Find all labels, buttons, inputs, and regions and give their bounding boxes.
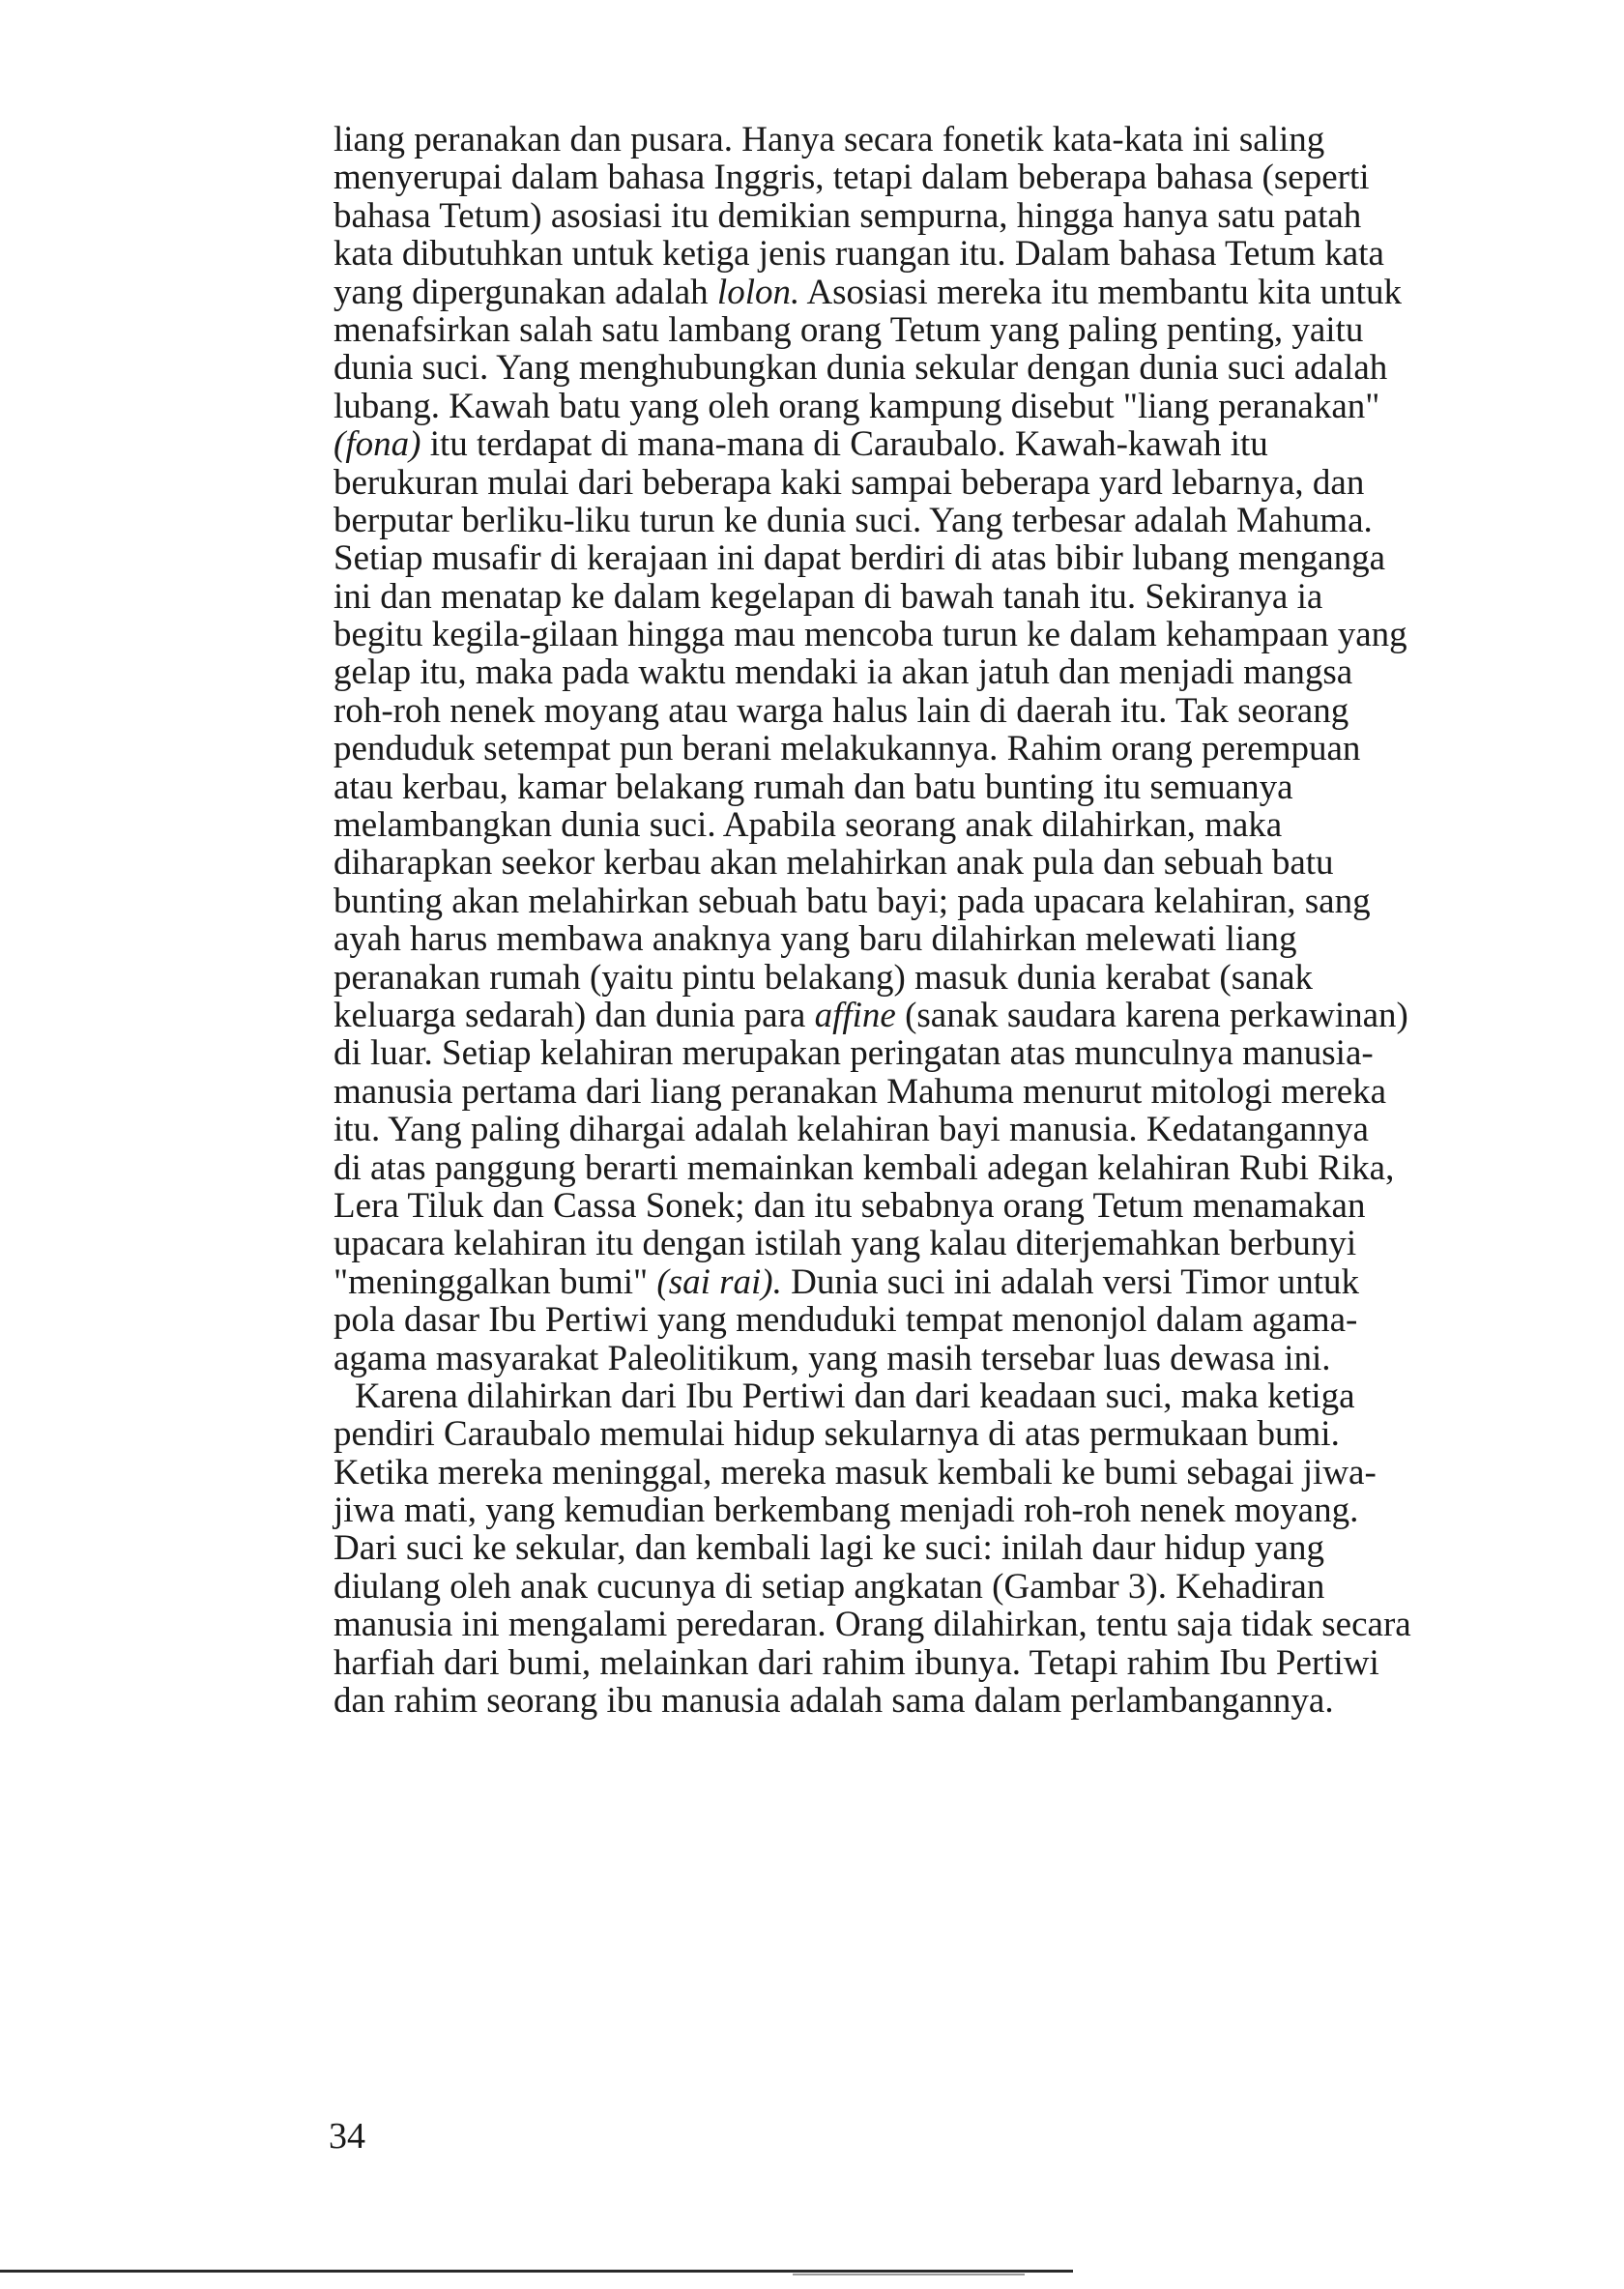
italic-term: lolon.	[716, 272, 800, 312]
text-run: keluarga sedarah) dan dunia para	[334, 995, 815, 1035]
text-line	[334, 425, 1610, 463]
text-run: berukuran mulai dari beberapa kaki sampai beberapa yard lebarnya, dan	[334, 462, 1365, 503]
text-run: upacara kelahiran itu dengan istilah yang kalau diterjemahkan berbunyi	[334, 1224, 1357, 1264]
text-run: Dari suci ke sekular, dan kembali lagi ke suci: inilah daur hidup yang	[334, 1528, 1324, 1569]
text-run: yang dipergunakan adalah	[334, 272, 717, 312]
text-run: roh-roh nenek moyang atau warga halus lain di daerah itu. Tak seorang	[334, 690, 1349, 731]
text-run: berputar berliku-liku turun ke dunia suci. Yang terbesar adalah Mahuma.	[334, 500, 1373, 540]
text-line	[334, 653, 1610, 691]
text-run: (sanak saudara karena perkawinan)	[895, 995, 1408, 1035]
text-run: peranakan rumah (yaitu pintu belakang) masuk dunia kerabat (sanak	[334, 957, 1314, 998]
text-run: di atas panggung berarti memainkan kembali adegan kelahiran Rubi Rika,	[334, 1147, 1395, 1188]
text-run: Ketika mereka meninggal, mereka masuk kembali ke bumi sebagai jiwa-	[334, 1452, 1377, 1492]
text-line	[334, 1606, 1610, 1643]
text-line	[334, 349, 1610, 387]
text-line	[334, 1149, 1610, 1187]
text-run: itu. Yang paling dihargai adalah kelahiran bayi manusia. Kedatangannya	[334, 1110, 1369, 1150]
italic-term: affine	[814, 995, 896, 1035]
text-line	[334, 692, 1610, 730]
bottom-rule	[0, 2270, 1073, 2273]
text-run: pendiri Caraubalo memulai hidup sekularnya di atas permukaan bumi.	[334, 1414, 1340, 1455]
text-run: menafsirkan salah satu lambang orang Tetum yang paling penting, yaitu	[334, 309, 1364, 350]
text-line	[334, 844, 1610, 882]
text-run: Asosiasi mereka itu membantu kita untuk	[799, 272, 1402, 312]
text-run: manusia pertama dari liang peranakan Mahuma menurut mitologi mereka	[334, 1071, 1387, 1112]
text-line	[334, 883, 1610, 920]
text-line	[334, 1529, 1610, 1567]
text-run: agama masyarakat Paleolitikum, yang masih tersebar luas dewasa ini.	[334, 1338, 1331, 1378]
text-line	[334, 311, 1610, 349]
text-run: bunting akan melahirkan sebuah batu bayi; pada upacara kelahiran, sang	[334, 881, 1371, 921]
text-run: dunia suci. Yang menghubungkan dunia sekular dengan dunia suci adalah	[334, 348, 1388, 389]
text-line	[334, 578, 1610, 616]
text-run: itu terdapat di mana-mana di Caraubalo. Kawah-kawah itu	[420, 424, 1268, 465]
text-line	[334, 1263, 1610, 1301]
text-run: begitu kegila-gilaan hingga mau mencoba turun ke dalam kehampaan yang	[334, 615, 1407, 655]
text-line	[334, 768, 1610, 806]
text-run: bahasa Tetum) asosiasi itu demikian sempurna, hingga hanya satu patah	[334, 195, 1362, 236]
text-line	[334, 1377, 1610, 1415]
text-line	[334, 1111, 1610, 1148]
body-text	[334, 121, 1610, 1720]
text-run: melambangkan dunia suci. Apabila seorang anak dilahirkan, maka	[334, 805, 1283, 846]
text-line	[334, 959, 1610, 997]
text-run: di luar. Setiap kelahiran merupakan peringatan atas munculnya manusia-	[334, 1033, 1374, 1074]
text-line	[334, 197, 1610, 235]
text-line	[334, 539, 1610, 577]
text-line	[334, 997, 1610, 1034]
text-run: menyerupai dalam bahasa Inggris, tetapi dalam beberapa bahasa (seperti	[334, 158, 1370, 198]
text-run: penduduk setempat pun berani melakukannya. Rahim orang perempuan	[334, 729, 1361, 769]
text-run: gelap itu, maka pada waktu mendaki ia akan jatuh dan menjadi mangsa	[334, 652, 1353, 693]
text-run: Dunia suci ini adalah versi Timor untuk	[781, 1261, 1359, 1302]
text-run: lubang. Kawah batu yang oleh orang kampung disebut "liang peranakan"	[334, 386, 1380, 426]
text-line	[334, 1187, 1610, 1225]
text-line	[334, 388, 1610, 425]
text-run: Karena dilahirkan dari Ibu Pertiwi dan dari keadaan suci, maka ketiga	[355, 1376, 1355, 1416]
text-line	[334, 235, 1610, 273]
text-line	[334, 1225, 1610, 1262]
text-line	[334, 1301, 1610, 1339]
text-line	[334, 920, 1610, 958]
text-line	[334, 274, 1610, 311]
text-line	[334, 730, 1610, 768]
text-run: ini dan menatap ke dalam kegelapan di bawah tanah itu. Sekiranya ia	[334, 576, 1323, 617]
text-line	[334, 806, 1610, 844]
text-run: ayah harus membawa anaknya yang baru dilahirkan melewati liang	[334, 919, 1297, 960]
text-line	[334, 1415, 1610, 1453]
text-run: Setiap musafir di kerajaan ini dapat berdiri di atas bibir lubang menganga	[334, 538, 1386, 579]
text-run: harfiah dari bumi, melainkan dari rahim ibunya. Tetapi rahim Ibu Pertiwi	[334, 1642, 1379, 1683]
text-run: diulang oleh anak cucunya di setiap angkatan (Gambar 3). Kehadiran	[334, 1566, 1325, 1607]
text-run: manusia ini mengalami peredaran. Orang dilahirkan, tentu saja tidak secara	[334, 1605, 1411, 1645]
text-line	[334, 1340, 1610, 1377]
text-line	[334, 121, 1610, 159]
text-line	[334, 1644, 1610, 1682]
text-line	[334, 1073, 1610, 1111]
text-run: pola dasar Ibu Pertiwi yang menduduki tempat menonjol dalam agama-	[334, 1300, 1358, 1341]
text-run: dan rahim seorang ibu manusia adalah sama dalam perlambangannya.	[334, 1681, 1334, 1722]
text-line	[334, 1454, 1610, 1492]
text-line	[334, 1568, 1610, 1606]
text-line	[334, 502, 1610, 539]
text-line	[334, 1492, 1610, 1529]
text-line	[334, 464, 1610, 502]
text-run: diharapkan seekor kerbau akan melahirkan anak pula dan sebuah batu	[334, 843, 1334, 884]
text-line	[334, 1034, 1610, 1072]
text-run: jiwa mati, yang kemudian berkembang menjadi roh-roh nenek moyang.	[334, 1491, 1359, 1531]
page-number: 34	[329, 2116, 365, 2157]
bottom-rule-faint	[793, 2274, 1025, 2275]
text-run: liang peranakan dan pusara. Hanya secara fonetik kata-kata ini saling	[334, 120, 1325, 159]
text-run: kata dibutuhkan untuk ketiga jenis ruangan itu. Dalam bahasa Tetum kata	[334, 234, 1384, 275]
text-line	[334, 1682, 1610, 1720]
text-line	[334, 616, 1610, 653]
text-run: atau kerbau, kamar belakang rumah dan batu bunting itu semuanya	[334, 767, 1293, 807]
italic-term: (sai rai).	[656, 1261, 782, 1302]
italic-term: (fona)	[334, 424, 421, 465]
text-run: Lera Tiluk dan Cassa Sonek; dan itu sebabnya orang Tetum menamakan	[334, 1185, 1366, 1226]
text-line	[334, 159, 1610, 196]
text-run: "meninggalkan bumi"	[334, 1261, 657, 1302]
